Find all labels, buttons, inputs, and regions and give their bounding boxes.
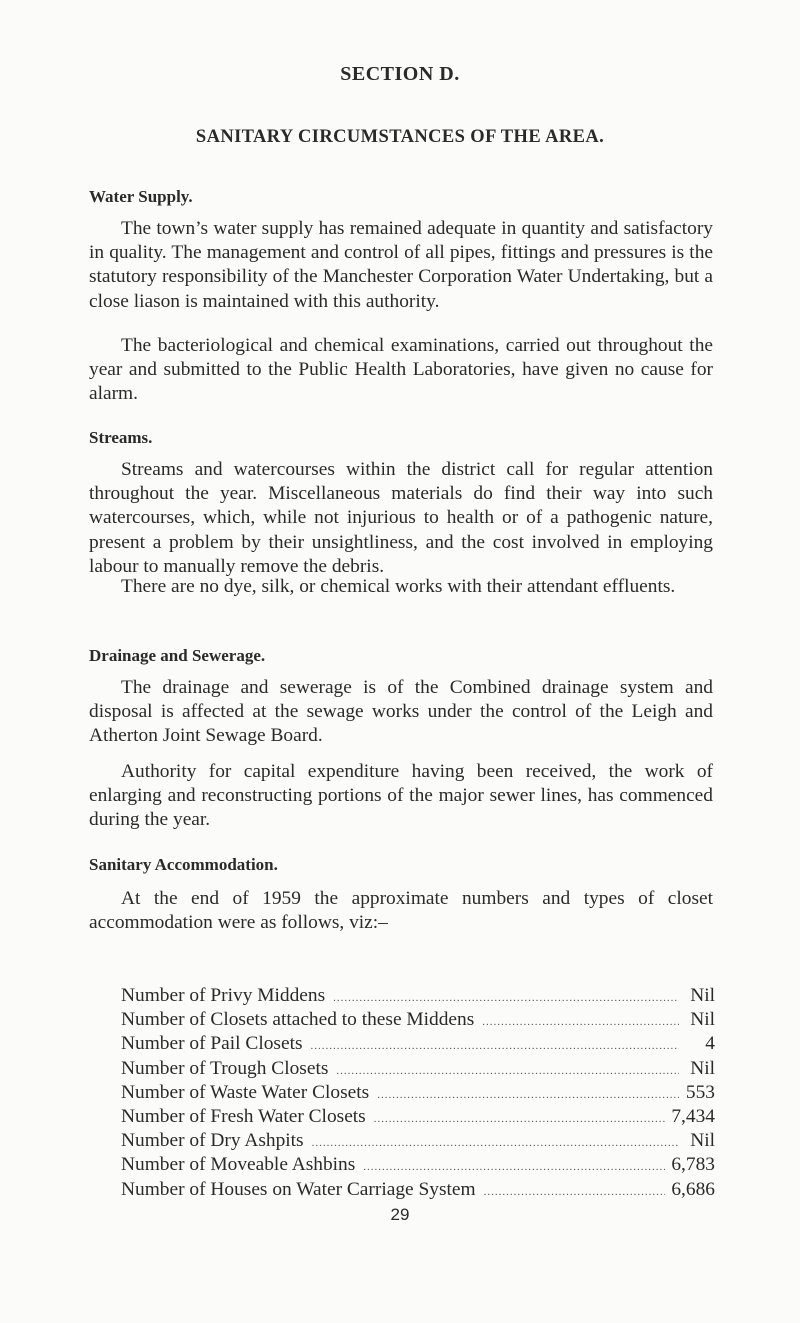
list-item: [121, 1032, 715, 1056]
dot-leader: [374, 1107, 666, 1131]
list-item-value: 7,434: [671, 1105, 715, 1127]
page-number: 29: [390, 1205, 410, 1224]
list-item-label: Number of Dry Ashpits: [121, 1130, 304, 1152]
list-item: [121, 1153, 715, 1177]
list-item: [121, 984, 715, 1008]
dot-leader: [311, 1034, 679, 1058]
list-item-label: Number of Fresh Water Closets: [121, 1105, 366, 1127]
water-supply-paragraph-2: The bacteriological and chemical examinations, carried out throughout the year and submitted to the Public Health Laboratories, have given no cause for alarm.: [89, 335, 713, 405]
list-item-value: 6,783: [671, 1154, 715, 1176]
sanitary-heading: Sanitary Accommodation.: [89, 855, 278, 874]
streams-paragraph-1: Streams and watercourses within the district call for regular attention throughout the year. Miscellaneous materials do find their way into such watercourses, which, while not injurious to health or of a pathogenic nature, present a problem by their unsightliness, and the cost involved in employing labour to manually remove the debris.: [89, 459, 713, 577]
list-item-value: Nil: [690, 985, 715, 1006]
list-item-value: Nil: [690, 1057, 715, 1079]
water-supply-heading: Water Supply.: [89, 187, 193, 206]
list-item-label: Number of Trough Closets: [121, 1057, 329, 1079]
section-subtitle: SANITARY CIRCUMSTANCES OF THE AREA.: [195, 127, 605, 147]
drainage-paragraph-2: Authority for capital expenditure having been received, the work of enlarging and reconstructing portions of the major sewer lines, has commenced during the year.: [89, 761, 713, 831]
list-item-label: Number of Waste Water Closets: [121, 1081, 370, 1103]
list-item: [121, 1105, 715, 1129]
list-item: [121, 1178, 715, 1202]
list-item-label: Number of Privy Middens: [121, 985, 326, 1006]
list-item-label: Number of Pail Closets: [121, 1033, 303, 1055]
list-item-value: Nil: [690, 1009, 715, 1031]
closet-accommodation-list: [121, 984, 715, 1202]
drainage-heading: Drainage and Sewerage.: [89, 646, 266, 665]
sanitary-intro: At the end of 1959 the approximate numbers and types of closet accommodation were as follows, viz:–: [89, 888, 713, 934]
dot-leader: [482, 1010, 679, 1034]
dot-leader: [312, 1131, 679, 1155]
list-item: [121, 1008, 715, 1032]
list-item-label: Number of Closets attached to these Middens: [121, 1009, 475, 1031]
list-item-label: Number of Moveable Ashbins: [121, 1154, 356, 1176]
streams-paragraph-2: There are no dye, silk, or chemical works with their attendant effluents.: [121, 576, 676, 597]
list-item-value: Nil: [690, 1130, 715, 1152]
list-item-label: Number of Houses on Water Carriage System: [121, 1178, 476, 1200]
list-item-value: 4: [705, 1033, 715, 1055]
list-item: [121, 1057, 715, 1081]
list-item-value: 553: [685, 1081, 715, 1103]
streams-heading: Streams.: [89, 428, 153, 447]
section-title: SECTION D.: [340, 63, 460, 85]
dot-leader: [363, 1155, 665, 1179]
dot-leader: [333, 986, 679, 1010]
water-supply-paragraph-1: The town’s water supply has remained adequate in quantity and satisfactory in quality. The management and control of all pipes, fittings and pressures is the statutory responsibility of the Manchester Corporation Water Undertaking, but a close liason is maintained with this authority.: [89, 218, 713, 312]
dot-leader: [484, 1180, 666, 1204]
list-item-value: 6,686: [671, 1178, 715, 1200]
dot-leader: [336, 1059, 679, 1083]
drainage-paragraph-1: The drainage and sewerage is of the Combined drainage system and disposal is affected at the sewage works under the control of the Leigh and Atherton Joint Sewage Board.: [89, 677, 713, 747]
dot-leader: [377, 1083, 679, 1107]
list-item: [121, 1081, 715, 1105]
list-item: [121, 1129, 715, 1153]
